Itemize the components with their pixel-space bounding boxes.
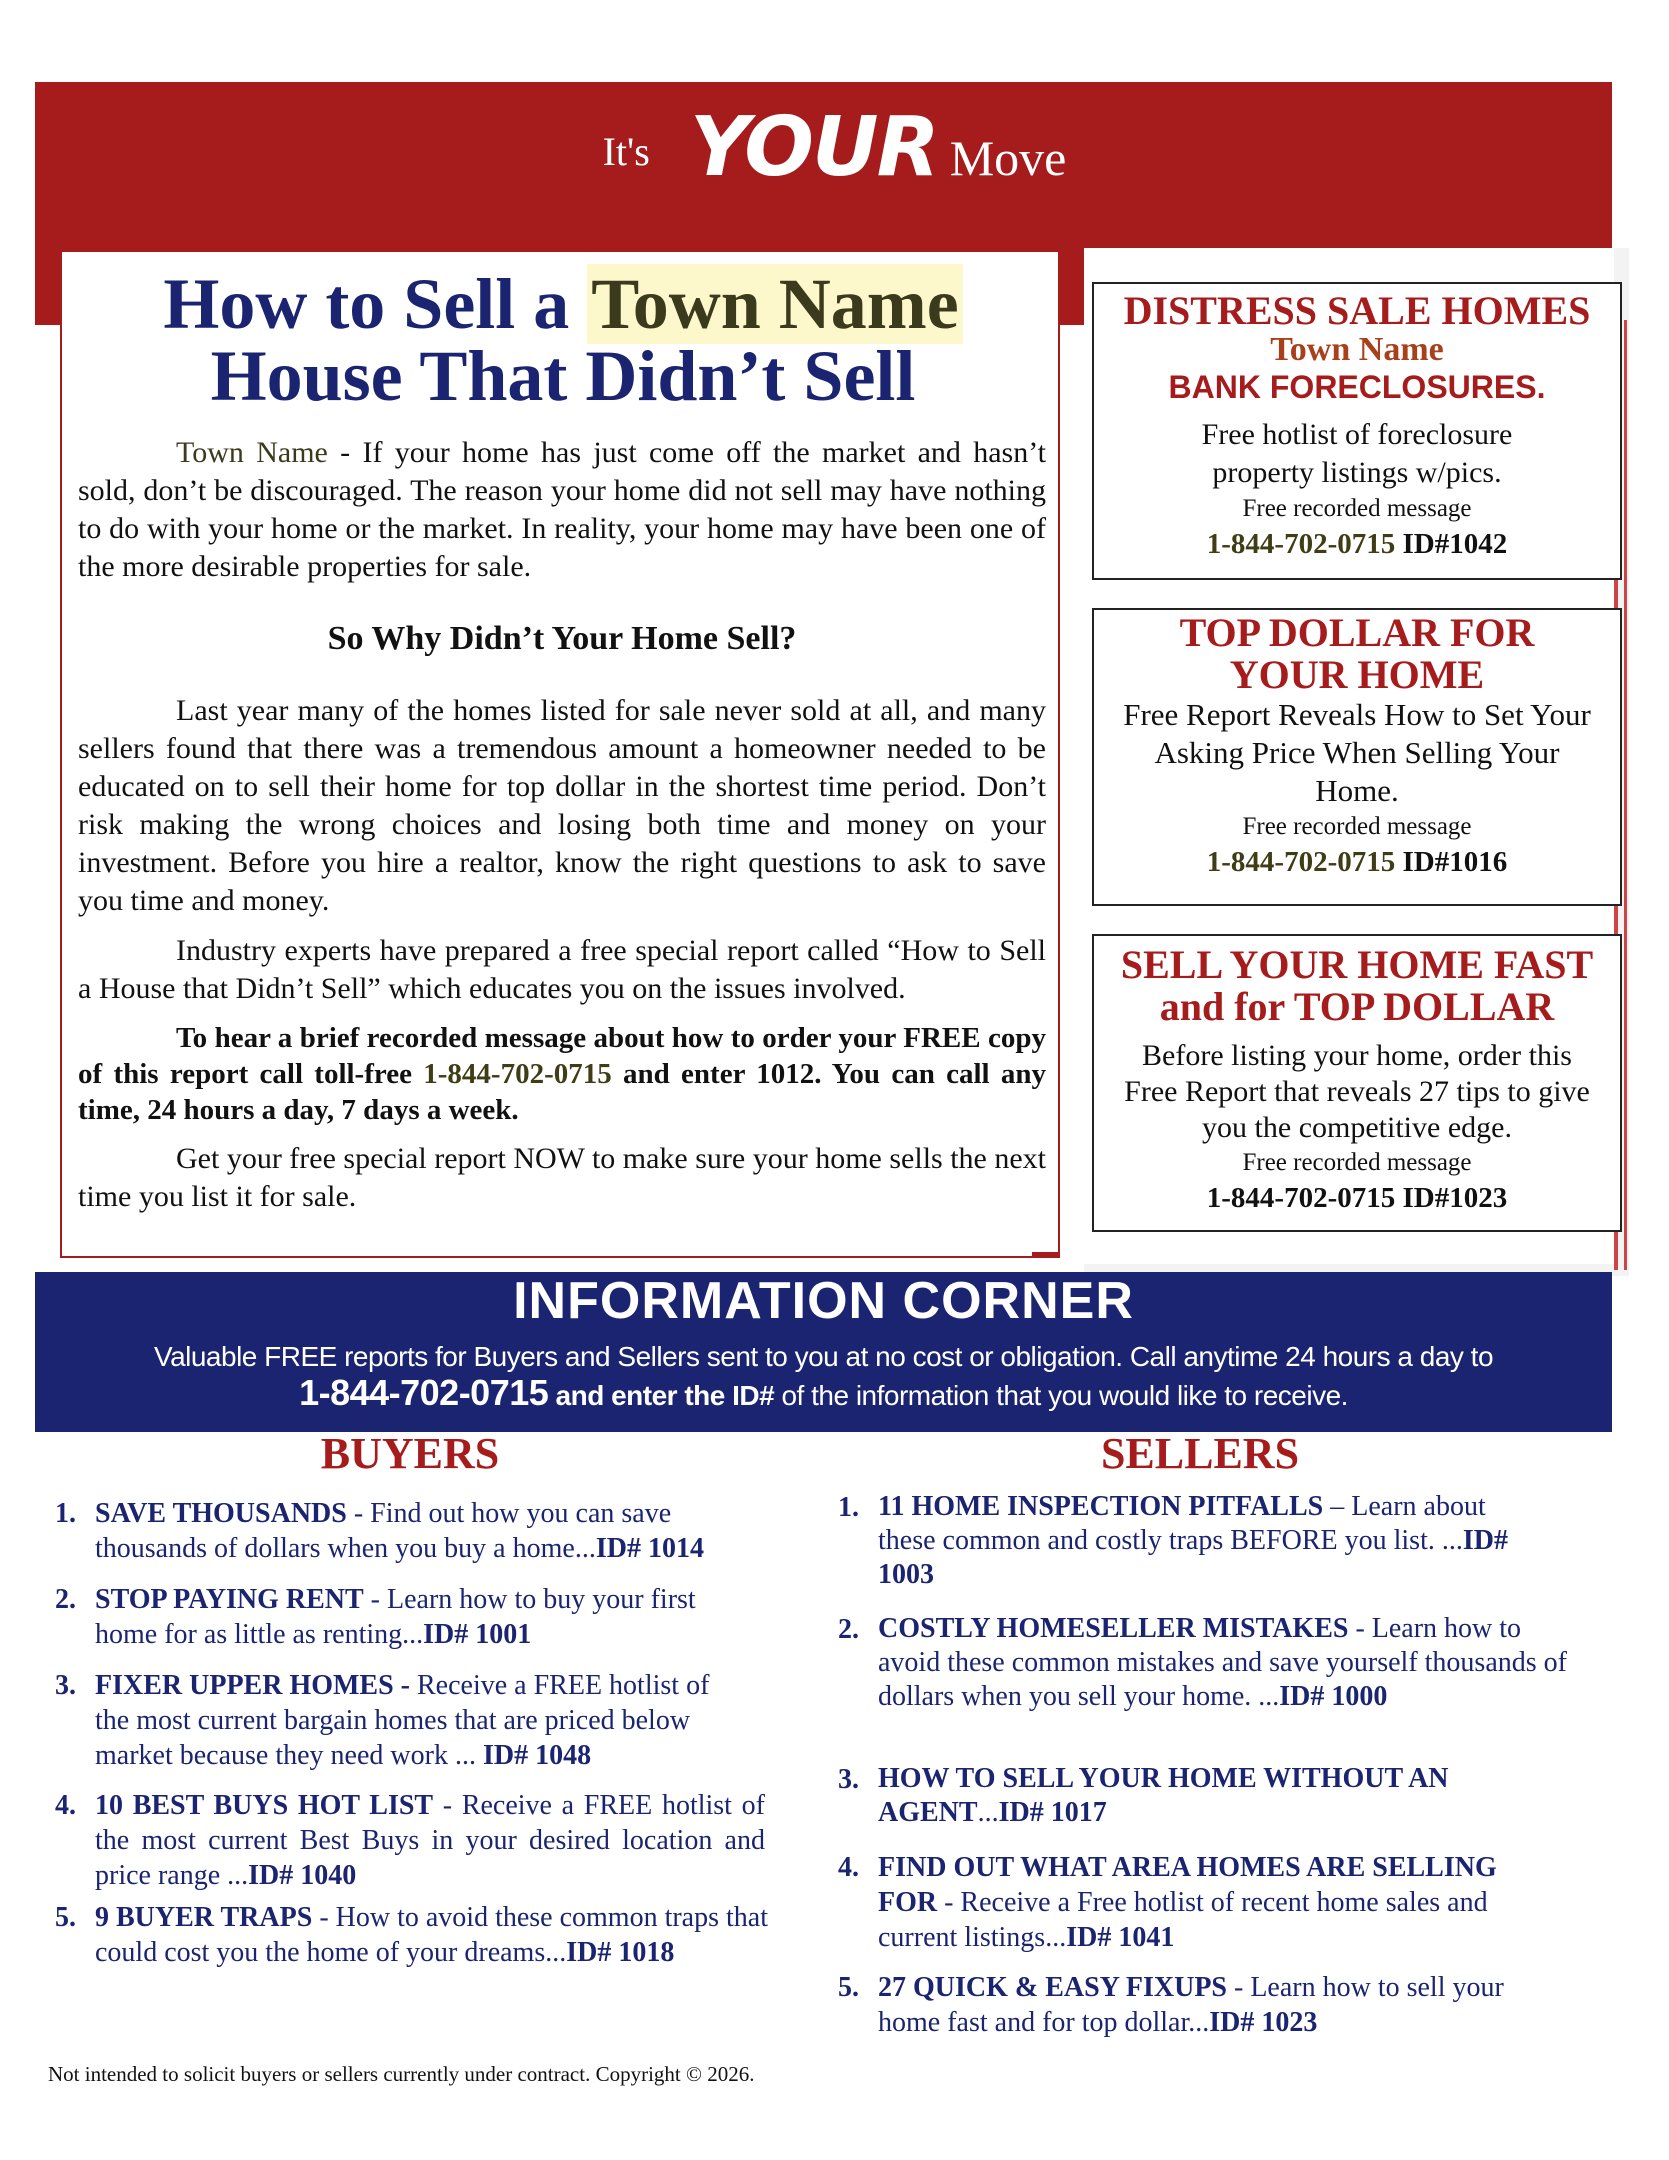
headline-part1: How to Sell a [163,264,588,344]
paragraph-town-name: Town Name [176,436,328,469]
buyers-list [55,1496,775,1996]
sellers-item-text: - Learn how to avoid these common mistakes and save yourself thousands of dollars when you sell your home. ... [878,1613,1567,1712]
paragraph-4-phone: 1-844-702-0715 [423,1058,612,1090]
sellers-item-title: HOW TO SELL YOUR HOME WITHOUT AN AGENT [878,1763,1449,1828]
buyers-item-title: SAVE THOUSANDS [95,1498,347,1529]
article-paragraph-2: Last year many of the homes listed for sale never sold at all, and many sellers found that there was a tremendous amount a homeowner needed to be educated on to sell their home for top dollar in the shortest time period. Don’t risk making the wrong choices and losing both time and money on your investment. Before you hire a realtor, know the right questions to ask to save you time and money. [78,694,1046,917]
sell-fast-phone: 1-844-702-0715 ID#1023 [1206,1182,1508,1214]
top-dollar-desc: Free Report Reveals How to Set Your Asking Price When Selling Your Home. [1123,697,1591,808]
information-corner-line-1: Valuable FREE reports for Buyers and Sellers sent to you at no cost or obligation. Call anytime 24 hours a day to [153,1341,1494,1372]
top-dollar-box [1092,608,1622,906]
paragraph-4-text-b: and enter 1012. You can call any time, 24 hours a day, 7 days a week. [78,1058,1046,1126]
sellers-item-number: 4. [838,1852,859,1883]
sellers-list [838,1490,1578,2050]
distress-title: DISTRESS SALE HOMES [1123,288,1591,333]
buyers-item-title: STOP PAYING RENT [95,1584,364,1615]
sellers-item-title: 27 QUICK & EASY FIXUPS [878,1972,1227,2003]
logo-move: Move [949,129,1067,186]
sellers-item-title: COSTLY HOMESELLER MISTAKES [878,1613,1349,1644]
sellers-item-text: - Learn how to sell your home fast and for top dollar... [878,1972,1504,2038]
sellers-item-number: 5. [838,1972,859,2003]
information-corner-phone: 1-844-702-0715 [299,1372,549,1413]
top-dollar-id: ID#1016 [1395,846,1508,878]
buyers-title: BUYERS [320,1429,500,1478]
distress-phone-number: 1-844-702-0715 [1206,528,1396,560]
sell-fast-recorded-message: Free recorded message [1242,1149,1472,1176]
paragraph-1-text: - If your home has just come off the market and hasn’t sold, don’t be discouraged. The reason your home did not sell may have nothing to do with your home or the market. In reality, your home may have been one of the more desirable properties for sale. [78,436,1046,583]
buyers-item-title: FIXER UPPER HOMES - [95,1670,417,1701]
article-paragraph-4 [78,1020,1046,1128]
article-headline [78,264,1048,416]
buyers-item-number: 2. [55,1584,76,1615]
distress-recorded-message: Free recorded message [1242,495,1472,522]
sellers-item-title: 11 HOME INSPECTION PITFALLS [878,1491,1324,1522]
sellers-item-id: ID# 1023 [1209,2007,1318,2038]
information-corner-title: INFORMATION CORNER [513,1272,1134,1330]
buyers-item-text: - How to avoid these common traps that could cost you the home of your dreams... [95,1902,768,1968]
buyers-item-number: 3. [55,1670,76,1701]
buyers-item-id: ID# 1048 [482,1740,592,1771]
its-your-move-logo [0,100,1669,195]
information-corner-banner [35,1272,1612,1432]
sellers-item-number: 3. [838,1764,859,1795]
headline-town-name: Town Name [587,264,962,344]
distress-desc-2: property listings w/pics. [1212,456,1502,489]
side-red-rule-2 [1624,320,1627,1270]
buyers-item-number: 1. [55,1498,76,1529]
sellers-item-text: ... [977,1797,999,1828]
buyers-item-id: ID# 1040 [248,1860,357,1891]
distress-id: ID#1042 [1395,528,1508,560]
article-paragraph-1 [78,434,1046,586]
distress-desc-1: Free hotlist of foreclosure [1201,418,1513,451]
information-corner-end: of the information that you would like to receive. [774,1380,1348,1411]
sell-fast-desc: Before listing your home, order this Free Report that reveals 27 tips to give you the competitive edge. [1124,1039,1590,1144]
logo-its: It's [602,129,650,174]
information-corner-line-2 [35,1374,1612,1415]
sellers-title: SELLERS [1100,1429,1300,1478]
footer-disclaimer: Not intended to solicit buyers or sellers currently under contract. Copyright © 2026. [48,2062,755,2086]
sellers-item-id: ID# 1041 [1066,1922,1175,1953]
sellers-item-id: ID# 1000 [1279,1681,1388,1712]
buyers-item-title: 10 BEST BUYS HOT LIST [95,1790,434,1821]
headline-line2: House That Didn’t Sell [210,336,916,416]
article-paragraph-5: Get your free special report NOW to make sure your home sells the next time you list it for sale. [78,1142,1046,1213]
sell-fast-box [1092,934,1622,1232]
top-dollar-title-2: YOUR HOME [1229,652,1485,697]
sell-fast-title-2: and for TOP DOLLAR [1159,984,1555,1029]
buyers-item-text: Receive a FREE hotlist of the most current bargain homes that are priced below market because they need work ... [95,1670,710,1771]
buyers-item-number: 5. [55,1902,76,1933]
buyers-item-id: ID# 1014 [595,1533,704,1564]
sellers-item-number: 1. [838,1492,859,1523]
information-corner-mid: and enter the ID# [548,1380,775,1411]
buyers-item-id: ID# 1018 [566,1937,675,1968]
sellers-item-text: - Receive a Free hotlist of recent home sales and current listings... [878,1887,1488,1953]
buyers-item-text: - Learn how to buy your first home for as little as renting... [95,1584,696,1650]
distress-phone [1094,526,1620,562]
top-dollar-phone [1094,844,1620,880]
buyers-item-id: ID# 1001 [423,1619,532,1650]
sellers-item-id: ID# 1003 [878,1525,1508,1590]
sellers-item-id: ID# 1017 [998,1797,1107,1828]
paragraph-4-text-a: To hear a brief recorded message about how to order your FREE copy of this report call toll-free [78,1022,1046,1090]
distress-subtitle: BANK FORECLOSURES. [1168,369,1546,405]
sellers-item-title: FIND OUT WHAT AREA HOMES ARE SELLING FOR [878,1852,1497,1918]
buyers-item-number: 4. [55,1790,76,1821]
distress-sale-box [1092,282,1622,580]
top-dollar-title-1: TOP DOLLAR FOR [1179,610,1535,655]
sellers-item-number: 2. [838,1614,859,1645]
sellers-item-text: – Learn about these common and costly traps BEFORE you list. ... [878,1491,1486,1556]
buyers-item-text: - Receive a FREE hotlist of the most current Best Buys in your desired location and price range ... [95,1790,765,1891]
article-paragraph-3: Industry experts have prepared a free special report called “How to Sell a House that Didn’t Sell” which educates you on the issues involved. [78,934,1046,1005]
buyers-item-text: - Find out how you can save thousands of dollars when you buy a home... [95,1498,672,1564]
logo-your: YOUR [689,100,938,195]
distress-town-name: Town Name [1270,331,1444,368]
top-dollar-recorded-message: Free recorded message [1242,813,1472,840]
sell-fast-title-1: SELL YOUR HOME FAST [1120,942,1594,987]
article-subheading: So Why Didn’t Your Home Sell? [327,620,797,657]
buyers-item-title: 9 BUYER TRAPS [95,1902,313,1933]
top-dollar-phone-number: 1-844-702-0715 [1206,846,1396,878]
